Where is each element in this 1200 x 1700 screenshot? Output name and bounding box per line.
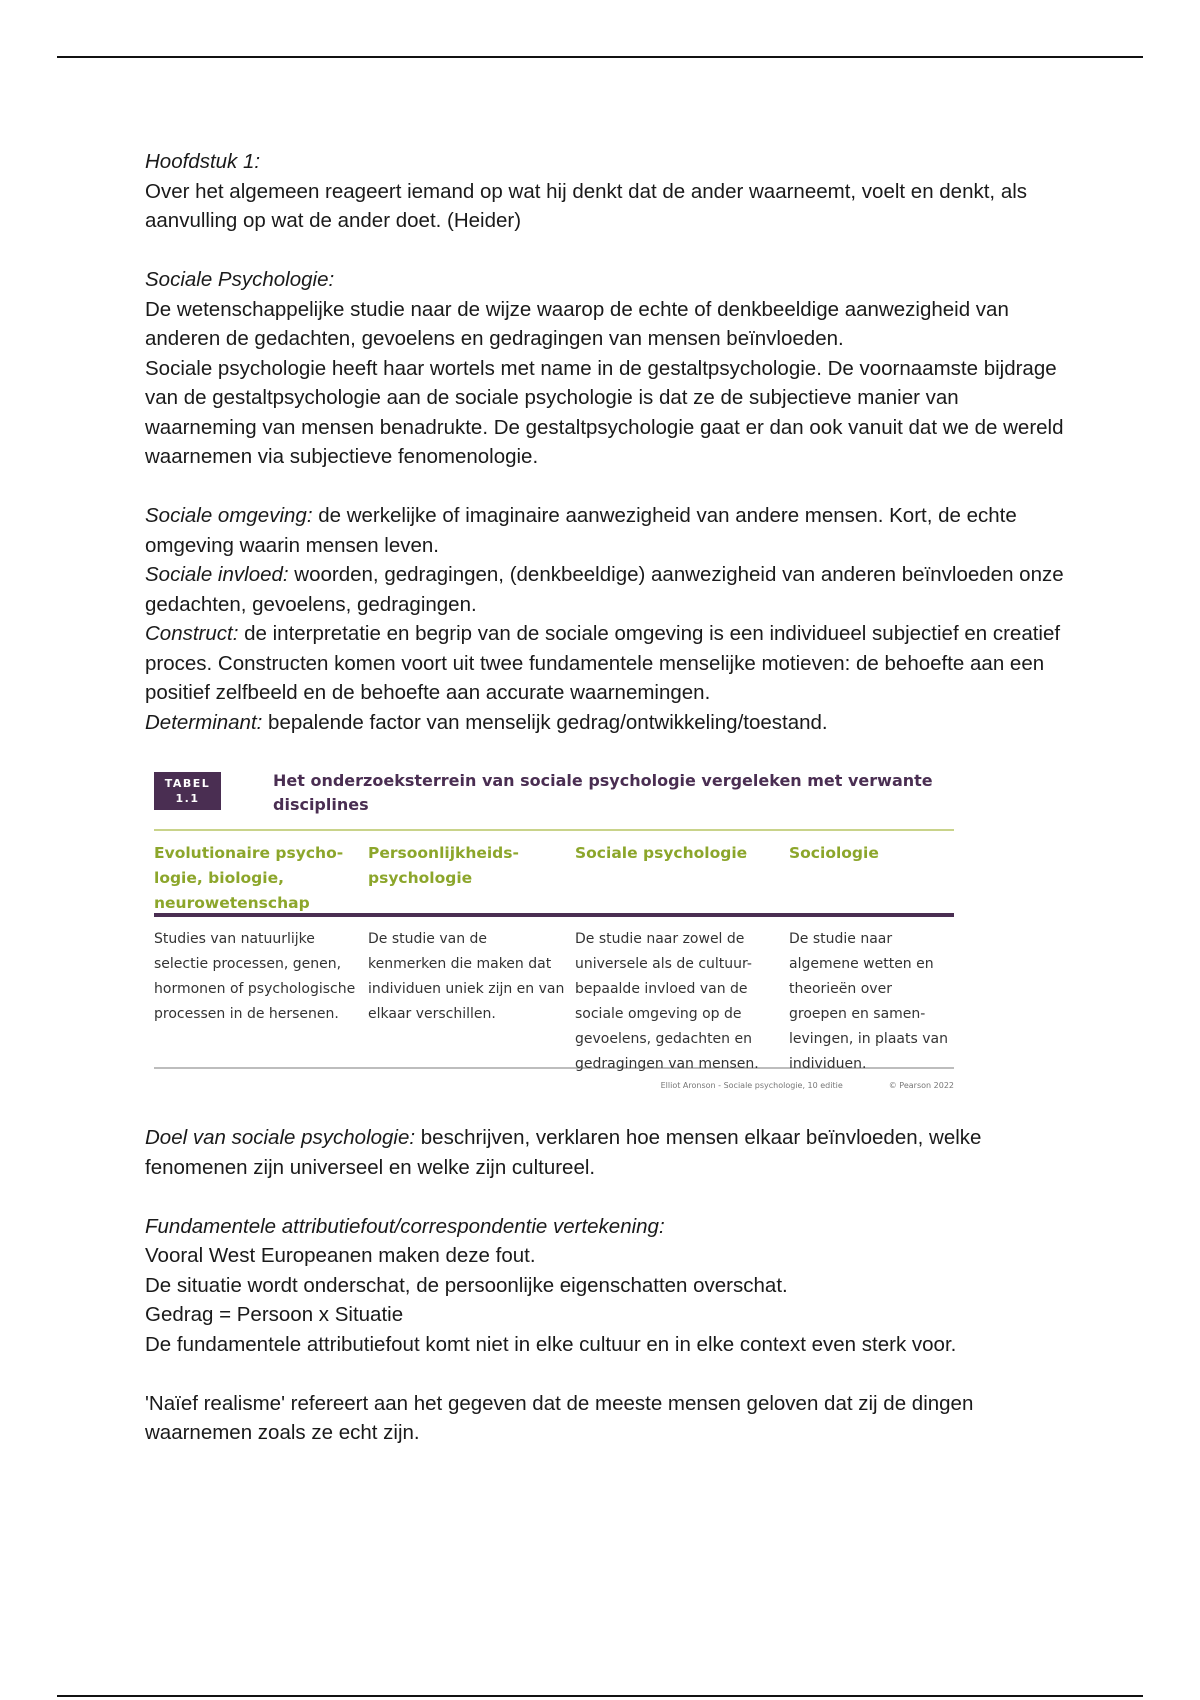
- table-credit-copyright: © Pearson 2022: [888, 1081, 954, 1090]
- table-credit: [154, 1081, 954, 1091]
- gestalt-paragraph: Sociale psychologie heeft haar wortels met name in de gestaltpsychologie. De voornaamste bijdrage van de gestaltpsychologie aan de sociale psychologie is dat ze de subjectieve manier van waarneming van mensen benadrukte. De gestaltpsychologie gaat er dan ook vanuit dat we de wereld waarnemen via subjectieve fenomenologie.: [145, 356, 1064, 468]
- fae-line: De fundamentele attributiefout komt niet in elke cultuur en in elke context even sterk voor.: [145, 1332, 957, 1356]
- table-credit-source: Elliot Aronson - Sociale psychologie, 10 editie: [660, 1081, 843, 1090]
- fae-line: Gedrag = Persoon x Situatie: [145, 1303, 404, 1326]
- term-label: Sociale invloed:: [145, 563, 289, 586]
- social-psychology-definition: De wetenschappelijke studie naar de wijze waarop de echte of denkbeeldige aanwezigheid van anderen de gedachten, gevoelens en gedragingen van mensen beïnvloeden.: [145, 297, 1009, 350]
- term-text: woorden, gedragingen, (denkbeeldige) aanwezigheid van anderen beïnvloeden onze gedachten, gevoelens, gedragingen.: [145, 563, 1064, 616]
- term-construct: [145, 619, 1065, 708]
- term-text: de werkelijke of imaginaire aanwezigheid van andere mensen. Kort, de echte omgeving waarin mensen leven.: [145, 504, 1017, 557]
- table-badge: TABEL 1.1: [154, 772, 221, 810]
- top-rule: [57, 56, 1143, 58]
- fae-heading: Fundamentele attributiefout/correspondentie vertekening:: [145, 1214, 665, 1238]
- goal-text: beschrijven, verklaren hoe mensen elkaar beïnvloeden, welke fenomenen zijn universeel en welke zijn cultureel.: [145, 1126, 982, 1179]
- table-title: Het onderzoeksterrein van sociale psychologie vergeleken met verwante disciplines: [273, 771, 933, 814]
- table-cell: De studie naar algemene wetten en theorieën over groepen en samen-levingen, in plaats van individuen.: [789, 931, 948, 1072]
- table-cell: De studie van de kenmerken die maken dat individuen uniek zijn en van elkaar verschillen.: [368, 931, 565, 1022]
- table-cell: Studies van natuurlijke selectie processen, genen, hormonen of psychologische processen in de hersenen.: [154, 931, 356, 1022]
- bottom-rule: [57, 1695, 1143, 1697]
- term-label: Sociale omgeving:: [145, 504, 313, 527]
- chapter-heading: Hoofdstuk 1:: [145, 150, 261, 173]
- table-column-header: Evolutionaire psycho-logie, biologie, neurowetenschap: [154, 844, 344, 912]
- fae-line: De situatie wordt onderschat, de persoonlijke eigenschatten overschat.: [145, 1273, 788, 1297]
- term-determinant: [145, 708, 1065, 738]
- term-text: de interpretatie en begrip van de sociale omgeving is een individueel subjectief en creatief proces. Constructen komen voort uit twee fundamentele menselijke motieven: de behoefte aan een positief zelfbeeld en de behoefte aan accurate waarnemingen.: [145, 622, 1061, 704]
- goal-label: Doel van sociale psychologie:: [145, 1126, 416, 1149]
- table-row: [154, 917, 954, 1072]
- table-header-row: [154, 831, 954, 913]
- table-column-header: Persoonlijkheids-psychologie: [368, 844, 519, 887]
- social-psychology-heading: Sociale Psychologie:: [145, 268, 335, 291]
- term-label: Determinant:: [145, 710, 263, 734]
- table-cell: De studie naar zowel de universele als de cultuur-bepaalde invloed van de sociale omgeving op de gevoelens, gedachten en gedragingen van mensen.: [575, 931, 759, 1072]
- goal-paragraph: [145, 1123, 1065, 1182]
- term-sociale-omgeving: [145, 501, 1065, 560]
- term-label: Construct:: [145, 622, 239, 645]
- naive-realism-paragraph: 'Naïef realisme' refereert aan het gegeven dat de meeste mensen geloven dat zij de dingen waarnemen zoals ze echt zijn.: [145, 1391, 974, 1444]
- table-header: [154, 769, 954, 817]
- intro-paragraph: Over het algemeen reageert iemand op wat hij denkt dat de ander waarneemt, voelt en denkt, als aanvulling op wat de ander doet. (Heider): [145, 179, 1028, 232]
- fae-line: Vooral West Europeanen maken deze fout.: [145, 1244, 536, 1267]
- table-figure: [154, 769, 954, 1091]
- term-text: bepalende factor van menselijk gedrag/ontwikkeling/toestand.: [262, 710, 828, 734]
- table-column-header: Sociale psychologie: [575, 844, 748, 862]
- term-sociale-invloed: [145, 560, 1065, 619]
- document-body: [145, 147, 1065, 1448]
- table-column-header: Sociologie: [789, 844, 879, 862]
